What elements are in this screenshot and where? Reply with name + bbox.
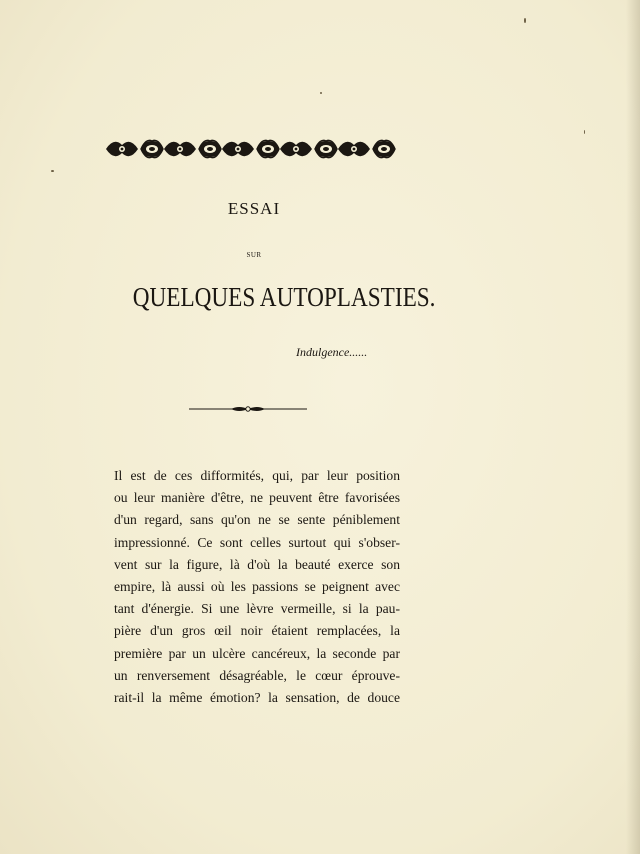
- text-line: rait-il la même émotion? la sensation, de douce: [114, 690, 400, 706]
- text-line: Il est de ces difformités, qui, par leur position: [114, 468, 400, 483]
- text-line: impressionné. Ce sont celles surtout qui s'obser-: [114, 534, 400, 550]
- text-line: un renversement désagréable, le cœur éprouve-: [114, 667, 400, 683]
- paper-speck: [524, 18, 526, 23]
- text-line: ou leur manière d'être, ne peuvent être favorisées: [114, 490, 400, 506]
- title-essai: ESSAI: [227, 199, 281, 218]
- text-line: empire, là aussi où les passions se peignent avec: [114, 579, 400, 595]
- title-sur: SUR: [246, 251, 262, 259]
- rule-ornament-icon: [189, 404, 307, 414]
- page-title: QUELQUES AUTOPLASTIES.: [132, 282, 436, 312]
- paper-speck: [584, 130, 585, 134]
- epigraph: Indulgence......: [296, 345, 368, 359]
- text-line: d'un regard, sans qu'on ne se sente péniblement: [114, 512, 400, 528]
- floral-band-icon: [106, 135, 402, 163]
- text-line: vent sur la figure, là d'où la beauté exerce son: [114, 556, 400, 572]
- paper-speck: [320, 92, 322, 94]
- page-edge-shadow: [626, 0, 640, 854]
- text-line: pière d'un gros œil noir étaient remplacées, la: [114, 623, 400, 639]
- body-paragraph: [114, 465, 400, 709]
- text-line: tant d'énergie. Si une lèvre vermeille, si la pau-: [114, 601, 400, 617]
- text-line: première par un ulcère cancéreux, la seconde par: [114, 645, 400, 661]
- paper-speck: [51, 170, 54, 172]
